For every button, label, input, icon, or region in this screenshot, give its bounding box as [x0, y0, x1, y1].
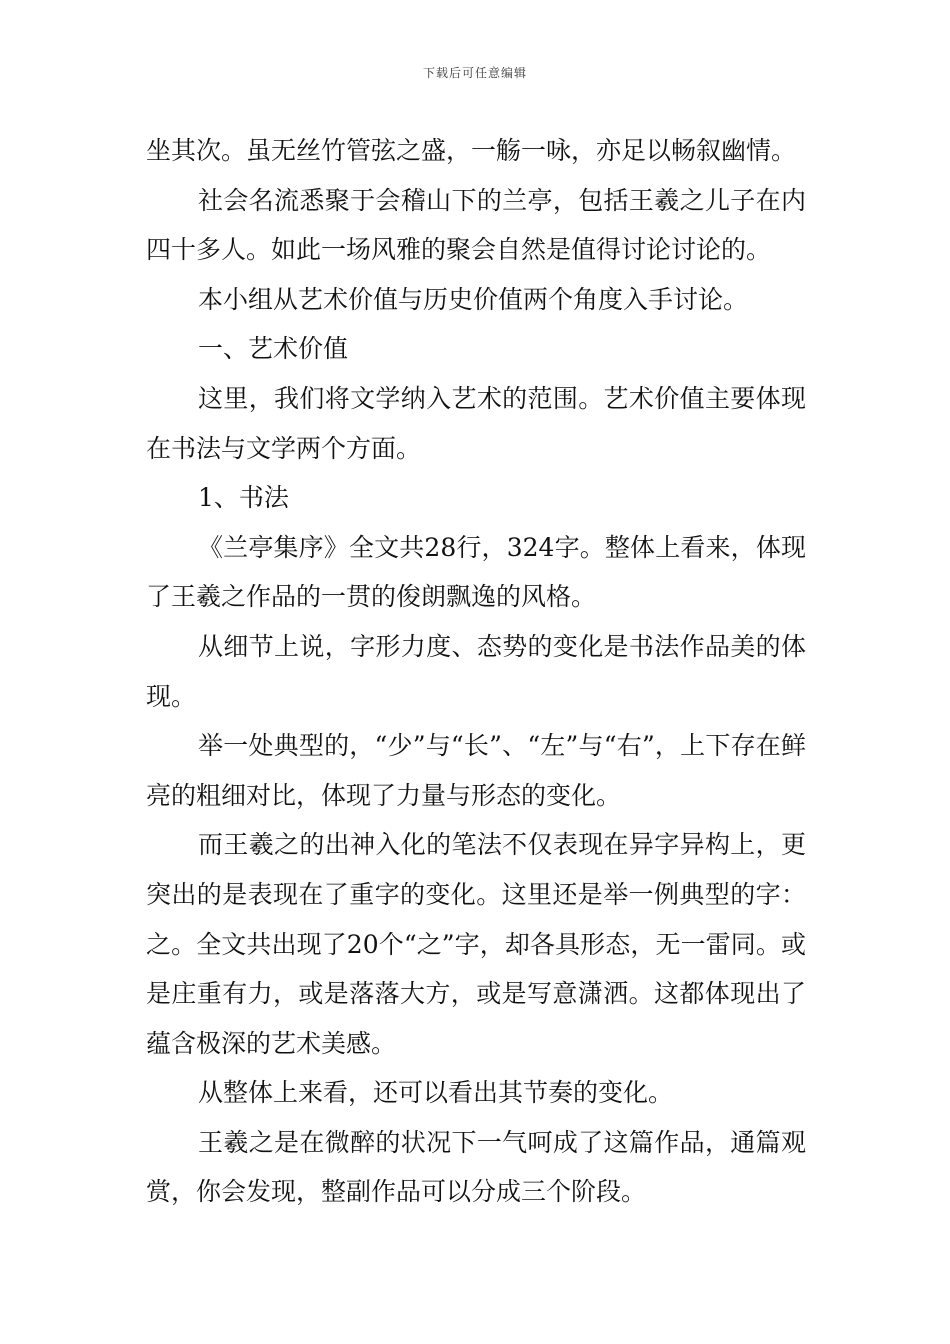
subsection-heading-calligraphy: 1、书法 [198, 483, 289, 513]
paragraph-11: 从整体上来看，还可以看出其节奏的变化。 [198, 1078, 674, 1108]
paragraph-1: 坐其次。虽无丝竹管弦之盛，一觞一咏，亦足以畅叙幽情。 [146, 136, 797, 165]
document-body [146, 126, 806, 1217]
page-header: 下载后可任意编辑 [422, 66, 527, 80]
paragraph-12: 王羲之是在微醉的状况下一气呵成了这篇作品，通篇观赏，你会发现，整副作品可以分成三个阶段。 [146, 1127, 806, 1207]
paragraph-10: 而王羲之的出神入化的笔法不仅表现在异字异构上，更突出的是表现在了重字的变化。这里还是举一例典型的字：之。全文共出现了20个“之”字，却各具形态，无一雷同。或是庄重有力，或是落落大方，或是写意潇洒。这都体现出了蕴含极深的艺术美感。 [146, 830, 806, 1058]
paragraph-3: 本小组从艺术价值与历史价值两个角度入手讨论。 [198, 284, 749, 314]
paragraph-7: 《兰亭集序》全文共28行，324字。整体上看来，体现了王羲之作品的一贯的俊朗飘逸的风格。 [146, 532, 806, 612]
paragraph-2: 社会名流悉聚于会稽山下的兰亭，包括王羲之儿子在内四十多人。如此一场风雅的聚会自然是值得讨论讨论的。 [146, 185, 806, 265]
paragraph-9: 举一处典型的，“少”与“长”、“左”与“右”，上下存在鲜亮的粗细对比，体现了力量与形态的变化。 [146, 731, 806, 810]
section-heading-art-value: 一、艺术价值 [198, 334, 349, 364]
paragraph-5: 这里，我们将文学纳入艺术的范围。艺术价值主要体现在书法与文学两个方面。 [146, 383, 806, 463]
paragraph-8: 从细节上说，字形力度、态势的变化是书法作品美的体现。 [146, 631, 806, 711]
